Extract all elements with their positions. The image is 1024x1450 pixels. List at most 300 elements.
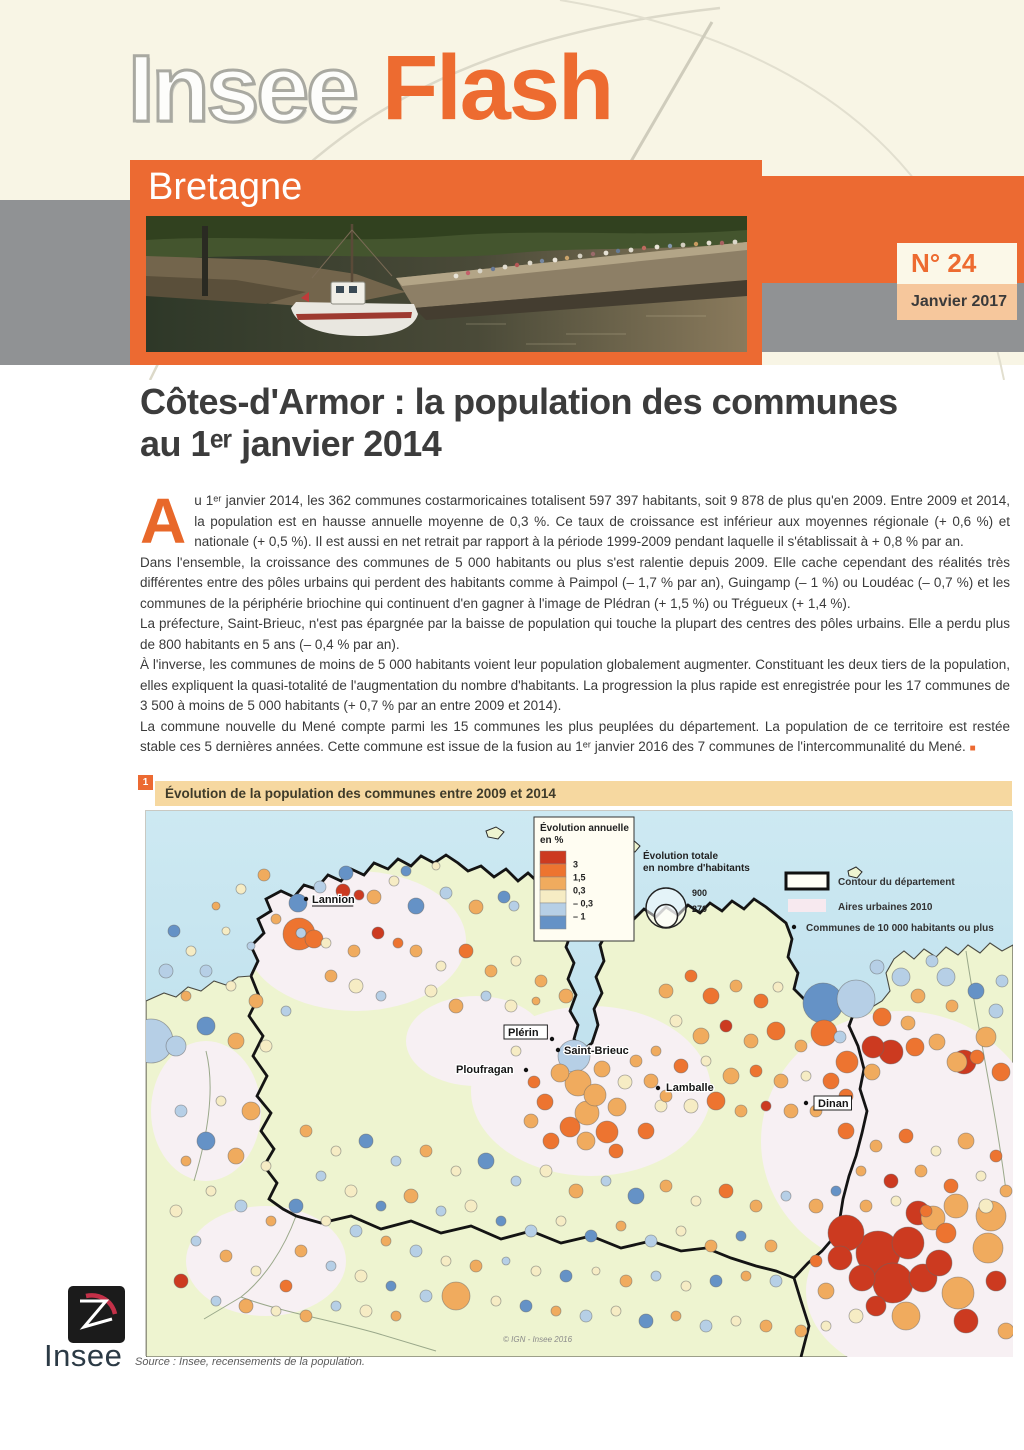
commune-bubble [212, 902, 220, 910]
commune-bubble [300, 1310, 312, 1322]
commune-bubble [420, 1290, 432, 1302]
title-line-1: Côtes-d'Armor : la population des communes [140, 381, 898, 422]
commune-bubble [929, 1034, 945, 1050]
commune-bubble [870, 960, 884, 974]
city-label: Lannion [312, 894, 355, 906]
commune-bubble [735, 1105, 747, 1117]
commune-bubble [944, 1179, 958, 1193]
insee-wordmark: Insee [44, 1338, 123, 1373]
commune-bubble [707, 1092, 725, 1110]
legend-band [540, 890, 566, 903]
commune-bubble [496, 1216, 506, 1226]
commune-bubble [849, 1265, 875, 1291]
commune-bubble [425, 985, 437, 997]
dropcap: A [140, 485, 187, 557]
commune-bubble [761, 1101, 771, 1111]
commune-bubble [376, 991, 386, 1001]
commune-bubble [926, 1250, 952, 1276]
legend-total-value-1: 900 [692, 888, 708, 898]
commune-bubble [321, 1216, 331, 1226]
legend-annual-title: Évolution annuelle [540, 823, 629, 834]
commune-bubble [741, 1271, 751, 1281]
city-label: Ploufragan [456, 1064, 514, 1076]
left-gray-band [0, 200, 130, 365]
commune-bubble [915, 1165, 927, 1177]
commune-bubble [577, 1132, 595, 1150]
commune-bubble [954, 1309, 978, 1333]
commune-bubble [449, 999, 463, 1013]
commune-bubble [348, 945, 360, 957]
commune-bubble [968, 983, 984, 999]
commune-bubble [976, 1171, 986, 1181]
commune-bubble [175, 1105, 187, 1117]
commune-bubble [989, 1004, 1003, 1018]
commune-bubble [660, 1180, 672, 1192]
commune-bubble [1000, 1185, 1012, 1197]
commune-bubble [498, 891, 510, 903]
commune-bubble [592, 1267, 600, 1275]
commune-bubble [260, 1040, 272, 1052]
commune-bubble [645, 1235, 657, 1247]
commune-bubble [891, 1196, 901, 1206]
commune-bubble [750, 1065, 762, 1077]
commune-bubble [222, 927, 230, 935]
commune-bubble [511, 1046, 521, 1056]
legend-urban-label: Aires urbaines 2010 [838, 902, 933, 913]
commune-bubble [170, 1205, 182, 1217]
region-name: Bretagne [148, 166, 303, 208]
commune-bubble [892, 1302, 920, 1330]
commune-bubble [228, 1148, 244, 1164]
commune-bubble [784, 1104, 798, 1118]
legend-commune-label: Communes de 10 000 habitants ou plus [806, 923, 994, 934]
commune-bubble [401, 866, 411, 876]
commune-bubble [451, 1166, 461, 1176]
commune-bubble [601, 1176, 611, 1186]
legend-break: 1,5 [573, 872, 586, 883]
commune-bubble [986, 1271, 1006, 1291]
commune-bubble [774, 1074, 788, 1088]
commune-bubble [261, 1161, 271, 1171]
commune-bubble [551, 1064, 569, 1082]
legend-total-title: Évolution totale [643, 851, 718, 862]
commune-bubble [828, 1246, 852, 1270]
commune-bubble [760, 1320, 772, 1332]
city-label: Dinan [818, 1098, 849, 1110]
commune-bubble [528, 1076, 540, 1088]
commune-bubble [159, 964, 173, 978]
commune-bubble [651, 1046, 661, 1056]
paragraph-1: Au 1ᵉʳ janvier 2014, les 362 communes costarmoricaines totalisent 597 397 habitants, soit 9 878 de plus qu'en 2009. Entre 2009 et 2014, la population est en hausse annuelle moyenne de 0,3 %. Ce taux de croissance est inférieur aux moyennes régionale (+ 0,6 %) et nationale (+ 0,5 %). Il est aussi en net retrait par rapport à la période 1999-2009 pendant laquelle il s'établissait à + 0,8 % par an. [140, 485, 1010, 557]
commune-bubble [659, 984, 673, 998]
commune-bubble [754, 994, 768, 1008]
commune-bubble [191, 1236, 201, 1246]
commune-bubble [809, 1199, 823, 1213]
commune-bubble [408, 898, 424, 914]
commune-bubble [823, 1073, 839, 1089]
legend-contour-label: Contour du département [838, 877, 955, 888]
commune-bubble [608, 1098, 626, 1116]
paragraph-3: La préfecture, Saint-Brieuc, n'est pas épargnée par la baisse de population qui touche la plupart des centres des pôles urbains. Elle a perdu plus de 800 habitants en 5 ans (– 0,4 % par an). [140, 616, 1010, 652]
commune-bubble [744, 1034, 758, 1048]
source-note: Source : Insee, recensements de la population. [135, 1356, 365, 1368]
commune-bubble [367, 890, 381, 904]
city-dot [804, 1101, 808, 1105]
commune-bubble [931, 1146, 941, 1156]
commune-bubble [719, 1184, 733, 1198]
commune-bubble [391, 1156, 401, 1166]
commune-bubble [186, 946, 196, 956]
commune-bubble [211, 1296, 221, 1306]
legend-band [540, 851, 566, 864]
city-dot [556, 1048, 560, 1052]
commune-bubble [325, 970, 337, 982]
commune-bubble [801, 1071, 811, 1081]
commune-bubble [410, 945, 422, 957]
commune-bubble [569, 1184, 583, 1198]
map-credit: © IGN - Insee 2016 [503, 1335, 573, 1344]
paragraph-5: La commune nouvelle du Mené compte parmi les 15 communes les plus peuplées du département. La population de ce territoire est restée stable ces 5 dernières années. Cette commune est issue de la fusion au 1ᵉʳ janvier 2016 des 7 communes de l'intercommunalité du Mené. ■ [140, 718, 1010, 754]
commune-bubble [731, 1316, 741, 1326]
commune-bubble [410, 1245, 422, 1257]
masthead-logo [128, 36, 613, 142]
commune-bubble [594, 1061, 610, 1077]
commune-bubble [710, 1275, 722, 1287]
commune-bubble [525, 1225, 537, 1237]
commune-bubble [540, 1165, 552, 1177]
commune-bubble [289, 1199, 303, 1213]
city-dot [524, 1068, 528, 1072]
city-label: Lamballe [666, 1082, 714, 1094]
commune-bubble [838, 1123, 854, 1139]
commune-bubble [810, 1255, 822, 1267]
insee-logo [68, 1286, 125, 1343]
commune-bubble [543, 1133, 559, 1149]
paragraph-4: À l'inverse, les communes de moins de 5 000 habitants voient leur population globalement augmenter. Constituant les deux tiers de la population, elles expliquent la quasi-totalité de l'augmentation du nombre d'habitants. La progression la plus rapide est enregistrée pour les 17 communes de 3 500 à moins de 5 000 habitants (+ 0,7 % par an entre 2009 et 2014). [140, 657, 1010, 713]
paragraph-2: Dans l'ensemble, la croissance des communes de 5 000 habitants ou plus s'est ralentie depuis 2009. Elle cache cependant des réalités très différentes entre des pôles urbains qui perdent des habitants comme à Paimpol (– 1,7 % par an), Guingamp (– 1 %) ou Loudéac (– 0,7 %) et les communes de la périphérie briochine qui continuent d'en gagner à l'image de Plédran (+ 1,5 %) ou Trégueux (+ 1,4 %). [140, 554, 1010, 611]
commune-bubble [990, 1150, 1002, 1162]
commune-bubble [404, 1189, 418, 1203]
commune-bubble [258, 869, 270, 881]
article-body [140, 485, 1010, 760]
legend-total-unit: en nombre d'habitants [643, 863, 750, 874]
commune-bubble [372, 927, 384, 939]
commune-bubble [509, 901, 519, 911]
commune-bubble [520, 1300, 532, 1312]
commune-bubble [532, 997, 540, 1005]
commune-bubble [331, 1146, 341, 1156]
commune-bubble [630, 1055, 642, 1067]
commune-bubble [781, 1191, 791, 1201]
commune-bubble [524, 1114, 538, 1128]
commune-bubble [168, 925, 180, 937]
commune-bubble [359, 1134, 373, 1148]
commune-bubble [770, 1275, 782, 1287]
commune-bubble [181, 991, 191, 1001]
commune-bubble [181, 1156, 191, 1166]
commune-bubble [235, 1200, 247, 1212]
commune-bubble [391, 1311, 401, 1321]
commune-bubble [674, 1059, 688, 1073]
commune-bubble [811, 1020, 837, 1046]
commune-bubble [432, 862, 440, 870]
commune-bubble [892, 1227, 924, 1259]
legend-band [540, 903, 566, 916]
commune-bubble [226, 981, 236, 991]
commune-bubble [926, 955, 938, 967]
commune-bubble [670, 1015, 682, 1027]
commune-bubble [389, 876, 399, 886]
commune-bubble [936, 1223, 956, 1243]
commune-bubble [937, 968, 955, 986]
commune-bubble [831, 1186, 841, 1196]
commune-bubble [349, 979, 363, 993]
commune-bubble [920, 1205, 932, 1217]
commune-bubble [239, 1299, 253, 1313]
commune-bubble [892, 968, 910, 986]
commune-bubble [639, 1314, 653, 1328]
city-label: Saint-Brieuc [564, 1045, 629, 1057]
commune-bubble [944, 1194, 968, 1218]
commune-bubble [596, 1121, 618, 1143]
commune-bubble [693, 1028, 709, 1044]
commune-bubble [206, 1186, 216, 1196]
commune-bubble [531, 1266, 541, 1276]
commune-bubble [354, 890, 364, 900]
commune-bubble [618, 1075, 632, 1089]
commune-bubble [485, 965, 497, 977]
legend-band [540, 864, 566, 877]
commune-bubble [314, 881, 326, 893]
commune-bubble [644, 1074, 658, 1088]
commune-bubble [316, 1171, 326, 1181]
commune-bubble [300, 1125, 312, 1137]
commune-bubble [584, 1084, 606, 1106]
commune-bubble [862, 1036, 884, 1058]
commune-bubble [609, 1144, 623, 1158]
commune-bubble [441, 1256, 451, 1266]
commune-bubble [560, 1270, 572, 1282]
commune-bubble [345, 1185, 357, 1197]
commune-bubble [469, 900, 483, 914]
legend-band [540, 877, 566, 890]
commune-bubble [873, 1008, 891, 1026]
insee-logo-text: Insee [128, 36, 356, 142]
commune-bubble [478, 1153, 494, 1169]
legend-break: – 0,3 [573, 898, 594, 909]
end-marker: ■ [969, 743, 976, 754]
commune-bubble [942, 1277, 974, 1309]
commune-bubble [436, 961, 446, 971]
commune-bubble [281, 1006, 291, 1016]
photo-post [202, 226, 208, 296]
region-banner [130, 160, 762, 365]
commune-bubble [795, 1325, 807, 1337]
commune-bubble [535, 975, 547, 987]
city-label: Plérin [508, 1027, 539, 1039]
commune-bubble [355, 1270, 367, 1282]
title-line-2: au 1ᵉʳ janvier 2014 [140, 423, 442, 465]
commune-bubble [420, 1145, 432, 1157]
commune-bubble [611, 1306, 621, 1316]
commune-bubble [638, 1123, 654, 1139]
commune-bubble [958, 1133, 974, 1149]
commune-bubble [947, 1052, 967, 1072]
commune-bubble [691, 1196, 701, 1206]
commune-bubble [773, 982, 783, 992]
commune-bubble [911, 989, 925, 1003]
commune-bubble [289, 894, 307, 912]
commune-bubble [280, 1280, 292, 1292]
legend-commune-dot [792, 925, 796, 929]
figure-number-badge: 1 [138, 775, 153, 790]
commune-bubble [849, 1309, 863, 1323]
commune-bubble [700, 1320, 712, 1332]
commune-bubble [440, 887, 452, 899]
commune-bubble [585, 1230, 597, 1242]
commune-bubble [906, 1038, 924, 1056]
commune-bubble [616, 1221, 626, 1231]
commune-bubble [723, 1068, 739, 1084]
commune-bubble [295, 1245, 307, 1257]
commune-bubble [750, 1200, 762, 1212]
commune-bubble [651, 1271, 661, 1281]
harbor-photo [146, 216, 747, 352]
commune-bubble [676, 1226, 686, 1236]
commune-bubble [197, 1132, 215, 1150]
commune-bubble [767, 1022, 785, 1040]
commune-bubble [305, 930, 323, 948]
commune-bubble [834, 1031, 846, 1043]
commune-bubble [864, 1064, 880, 1080]
commune-bubble [339, 866, 353, 880]
commune-bubble [247, 942, 255, 950]
figure-title: Évolution de la population des communes entre 2009 et 2014 [155, 781, 1012, 806]
commune-bubble [870, 1140, 882, 1152]
commune-bubble [216, 1096, 226, 1106]
commune-bubble [393, 938, 403, 948]
commune-bubble [818, 1283, 834, 1299]
city-dot [550, 1037, 554, 1041]
legend-contour-swatch [786, 873, 828, 889]
legend-circle-small [655, 905, 678, 928]
commune-bubble [459, 944, 473, 958]
commune-bubble [220, 1250, 232, 1262]
commune-bubble [481, 991, 491, 1001]
commune-bubble [197, 1017, 215, 1035]
legend-break: – 1 [573, 911, 586, 922]
commune-bubble [705, 1240, 717, 1252]
commune-bubble [803, 983, 843, 1023]
legend-band [540, 916, 566, 929]
commune-bubble [671, 1311, 681, 1321]
commune-bubble [511, 1176, 521, 1186]
city-dot [304, 897, 308, 901]
commune-bubble [837, 980, 875, 1018]
commune-bubble [331, 1301, 341, 1311]
commune-bubble [386, 1281, 396, 1291]
commune-bubble [511, 956, 521, 966]
commune-bubble [200, 965, 212, 977]
flash-logo-text: Flash [381, 37, 613, 139]
issue-date: Janvier 2017 [897, 284, 1017, 320]
commune-bubble [266, 1216, 276, 1226]
commune-bubble [860, 1200, 872, 1212]
commune-bubble [249, 994, 263, 1008]
commune-bubble [821, 1321, 831, 1331]
commune-bubble [381, 1236, 391, 1246]
legend-break: 3 [573, 859, 579, 870]
commune-bubble [998, 1323, 1013, 1339]
legend-total-value-2: 270 [692, 904, 708, 914]
commune-bubble [271, 914, 281, 924]
commune-bubble [701, 1056, 711, 1066]
commune-bubble [828, 1215, 864, 1251]
commune-bubble [242, 1102, 260, 1120]
commune-bubble [901, 1016, 915, 1030]
commune-bubble [899, 1129, 913, 1143]
commune-bubble [442, 1282, 470, 1310]
commune-bubble [502, 1257, 510, 1265]
commune-bubble [236, 884, 246, 894]
commune-bubble [681, 1281, 691, 1291]
population-map [145, 810, 1012, 1356]
commune-bubble [628, 1188, 644, 1204]
page-title [140, 381, 920, 466]
commune-bubble [946, 1000, 958, 1012]
commune-bubble [321, 938, 331, 948]
commune-bubble [470, 1260, 482, 1272]
commune-bubble [765, 1240, 777, 1252]
commune-bubble [251, 1266, 261, 1276]
commune-bubble [551, 1306, 561, 1316]
commune-bubble [360, 1305, 372, 1317]
commune-bubble [537, 1094, 553, 1110]
commune-bubble [580, 1310, 592, 1322]
commune-bubble [973, 1233, 1003, 1263]
commune-bubble [559, 989, 573, 1003]
commune-bubble [174, 1274, 188, 1288]
commune-bubble [976, 1027, 996, 1047]
legend-annual-unit: en % [540, 835, 564, 846]
commune-bubble [376, 1201, 386, 1211]
commune-bubble [505, 1000, 517, 1012]
commune-bubble [491, 1296, 501, 1306]
commune-bubble [703, 988, 719, 1004]
legend-break: 0,3 [573, 885, 586, 896]
commune-bubble [166, 1036, 186, 1056]
commune-bubble [684, 1099, 698, 1113]
commune-bubble [436, 1206, 446, 1216]
commune-bubble [979, 1199, 993, 1213]
commune-bubble [970, 1050, 984, 1064]
commune-bubble [836, 1051, 858, 1073]
commune-bubble [296, 928, 306, 938]
commune-bubble [326, 1261, 336, 1271]
legend-annual [534, 817, 634, 941]
commune-bubble [992, 1063, 1010, 1081]
commune-bubble [556, 1216, 566, 1226]
commune-bubble [560, 1117, 580, 1137]
commune-bubble [228, 1033, 244, 1049]
city-dot [656, 1086, 660, 1090]
issue-number: N° 24 [897, 243, 1017, 284]
commune-bubble [996, 975, 1008, 987]
commune-bubble [795, 1040, 807, 1052]
commune-bubble [350, 1225, 362, 1237]
commune-bubble [884, 1174, 898, 1188]
commune-bubble [736, 1231, 746, 1241]
